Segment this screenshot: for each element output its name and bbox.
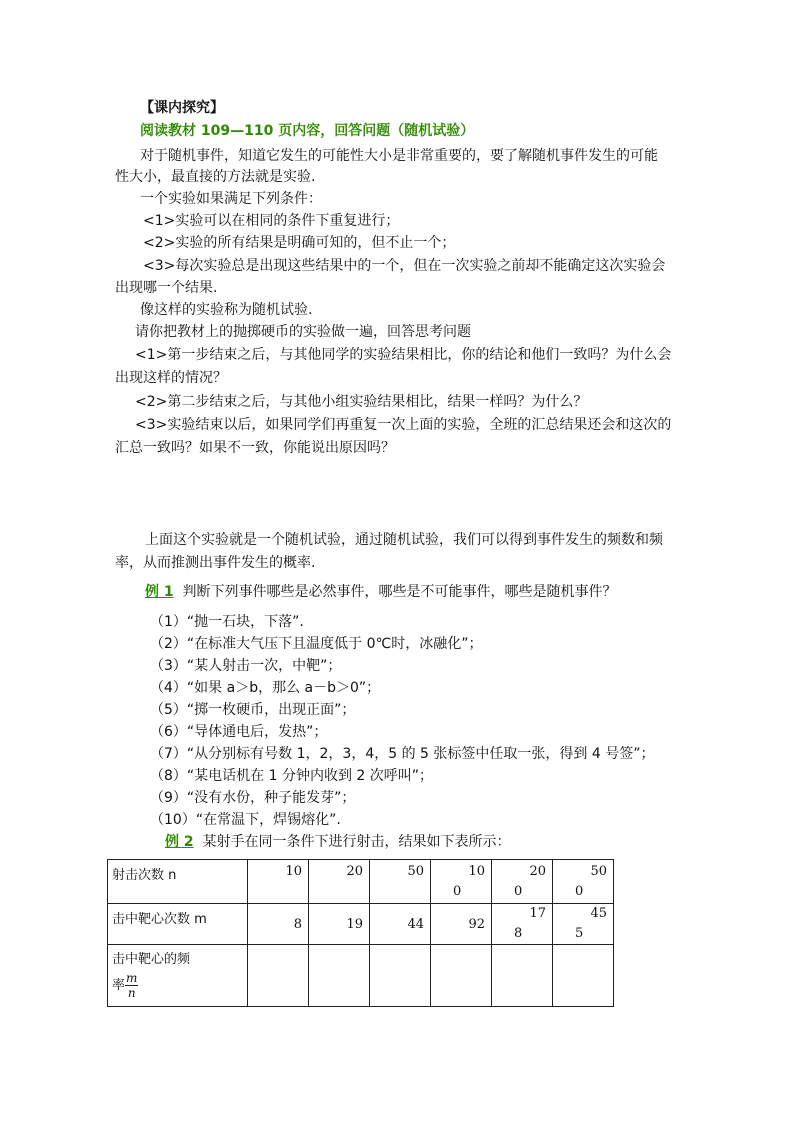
example-1-item: （5）“掷一枚硬币，出现正面”； [150,702,356,718]
hits-cell: 92 [431,904,492,945]
example-1-item: （7）“从分别标有号数 1，2，3，4，5 的 5 张标签中任取一张，得到 4 号签”； [150,746,655,762]
example-2-label: 例 2 [165,834,194,850]
shots-cell [553,860,614,904]
question-3-line-2: 汇总一致吗？如果不一致，你能说出原因吗？ [115,440,395,456]
shots-cell: 20 [309,860,370,904]
frequency-cell [553,945,614,1007]
row-label-hits: 击中靶心次数 m [108,904,248,945]
shots-cell [492,860,553,904]
intro-line-2: 性大小，最直接的方法就是实验. [115,169,316,185]
frequency-fraction [125,971,138,1000]
summary-line-2: 率，从而推测出事件发生的概率. [115,555,316,571]
example-1-item: （3）“某人射击一次，中靶”； [150,658,342,674]
example-1-label: 例 1 [145,584,174,600]
example-1-heading [145,582,617,602]
shots-cell-part: 0 [575,883,584,899]
example-1-item: （2）“在标准大气压下且温度低于 0℃时，冰融化”； [150,636,483,652]
intro-line-1: 对于随机事件，知道它发生的可能性大小是非常重要的，要了解随机事件发生的可能 [140,148,658,164]
table-row-hits [108,904,614,945]
frequency-cell [370,945,431,1007]
example-1-item: （8）“某电话机在 1 分钟内收到 2 次呼叫”； [150,768,434,784]
question-2: <2>第二步结束之后，与其他小组实验结果相比，结果一样吗？为什么？ [135,394,588,410]
shots-cell-part: 50 [590,863,607,879]
condition-1: <1>实验可以在相同的条件下重复进行； [143,213,400,229]
hits-cell [553,904,614,945]
hits-cell-part: 17 [529,906,546,921]
section-title: 【课内探究】 [140,100,224,116]
frequency-label-text: 率 [112,978,126,993]
frequency-cell [309,945,370,1007]
hits-cell [492,904,553,945]
example-1-item: （6）“导体通电后，发热”； [150,724,328,740]
definition: 像这样的实验称为随机试验. [140,302,313,318]
question-1-line-2: 出现这样的情况？ [115,370,227,386]
condition-lead: 一个实验如果满足下列条件： [140,191,322,207]
hits-cell: 44 [370,904,431,945]
summary-line-1: 上面这个实验就是一个随机试验，通过随机试验，我们可以得到事件发生的频数和频 [145,532,663,548]
row-label-shots: 射击次数 n [108,860,248,904]
fraction-denominator: n [127,986,136,1000]
shots-cell-part: 20 [529,863,546,879]
example-1-prompt: 判断下列事件哪些是必然事件，哪些是不可能事件，哪些是随机事件？ [182,584,617,600]
frequency-label-line-1: 击中靶心的频 [112,952,191,967]
question-1-line-1: <1>第一步结束之后，与其他同学的实验结果相比，你的结论和他们一致吗？为什么会 [135,347,672,363]
shots-cell: 50 [370,860,431,904]
hits-cell-part: 45 [590,906,607,921]
fraction-numerator: m [126,971,138,985]
request: 请你把教材上的抛掷硬币的实验做一遍，回答思考问题 [135,324,471,340]
hits-cell-part: 5 [575,926,584,941]
shots-cell-part: 0 [514,883,523,899]
example-1-item: （10）“在常温下，焊锡熔化”. [150,812,341,828]
shots-cell [431,860,492,904]
example-1-item: （4）“如果 a＞b，那么 a－b＞0”； [150,680,381,696]
example-1-item: （1）“抛一石块，下落”. [150,614,304,630]
frequency-cell [248,945,309,1007]
reading-task: 阅读教材 109—110 页内容，回答问题（随机试验） [140,123,475,139]
example-1-item: （9）“没有水份，种子能发芽”； [150,790,356,806]
table-row-shots [108,860,614,904]
frequency-cell [492,945,553,1007]
hits-cell: 19 [309,904,370,945]
frequency-label-line-2 [112,971,247,1000]
row-label-frequency [108,945,248,1007]
frequency-cell [431,945,492,1007]
hits-cell: 8 [248,904,309,945]
table-row-frequency [108,945,614,1007]
condition-2: <2>实验的所有结果是明确可知的，但不止一个； [143,235,456,251]
example-2-heading [165,832,511,852]
shots-cell: 10 [248,860,309,904]
example-2-prompt: 某射手在同一条件下进行射击，结果如下表所示： [202,834,511,850]
question-3-line-1: <3>实验结束以后，如果同学们再重复一次上面的实验，全班的汇总结果还会和这次的 [135,417,672,433]
condition-3-line-2: 出现哪一个结果. [115,280,218,296]
results-table [107,859,614,1007]
condition-3-line-1: <3>每次实验总是出现这些结果中的一个，但在一次实验之前却不能确定这次实验会 [143,258,666,274]
shots-cell-part: 0 [453,883,462,899]
shots-cell-part: 10 [468,863,485,879]
hits-cell-part: 8 [514,926,523,941]
